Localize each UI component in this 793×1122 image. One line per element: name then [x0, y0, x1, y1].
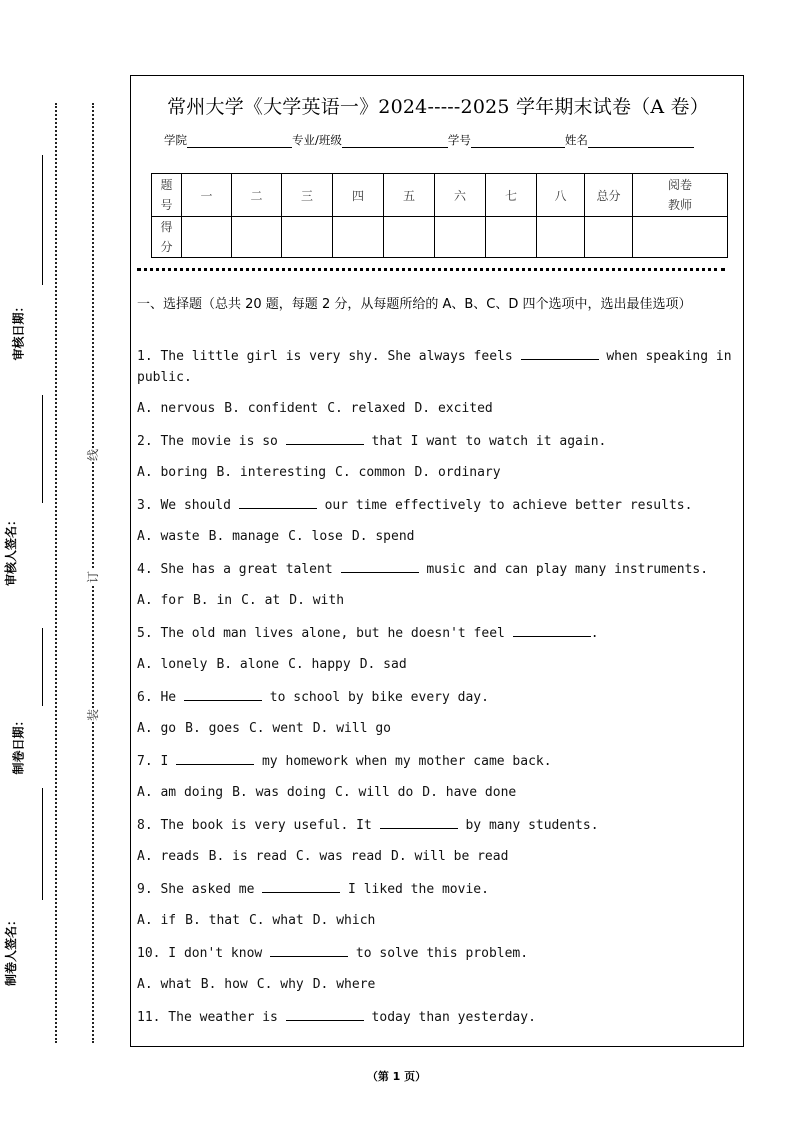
- stem-text-before: 11. The weather is: [137, 1010, 286, 1025]
- answer-blank: [286, 1009, 364, 1021]
- score-col-7: 七: [486, 174, 537, 217]
- question-item: [137, 559, 741, 611]
- option-b: B. manage: [208, 529, 280, 544]
- stem-text-after: our time effectively to achieve better results.: [316, 498, 693, 513]
- reviewer-date-line: [42, 155, 43, 285]
- stem-text-before: 9. She asked me: [137, 882, 263, 897]
- option-c: C. went: [248, 721, 304, 736]
- question-item: [137, 623, 741, 675]
- stem-text-before: 1. The little girl is very shy. She always feels: [137, 349, 521, 364]
- stem-text-after: when speaking in public.: [137, 349, 732, 385]
- option-a: A. am doing: [137, 785, 224, 800]
- score-col-2: 二: [232, 174, 282, 217]
- option-d: D. will go: [312, 721, 392, 736]
- option-c: C. relaxed: [327, 401, 406, 416]
- score-col-8: 八: [537, 174, 585, 217]
- score-table-header-row: [152, 174, 728, 217]
- option-a: A. for: [137, 593, 184, 608]
- option-b: B. alone: [216, 657, 280, 672]
- score-row-label: [152, 217, 182, 258]
- maker-sign-label: 制卷人签名：: [4, 913, 18, 986]
- grader-header-text: 阅卷 教师: [667, 178, 692, 212]
- stem-text-before: 4. She has a great talent: [137, 562, 341, 577]
- name-field[interactable]: [588, 135, 694, 148]
- question-stem: [137, 346, 741, 388]
- answer-blank: [270, 945, 348, 957]
- student-info-row: [164, 132, 694, 148]
- question-item: [137, 943, 741, 995]
- option-b: B. how: [200, 977, 248, 992]
- student-id-label: 学号: [447, 133, 471, 147]
- answer-blank: [380, 817, 458, 829]
- maker-date-label: 制卷日期：: [11, 714, 26, 775]
- stem-text-after: I liked the movie.: [340, 882, 489, 897]
- cut-mark-bind: 装: [86, 709, 100, 722]
- reviewer-sign-label: 审核人签名：: [4, 513, 18, 586]
- reviewer-date-label: 审核日期：: [11, 300, 26, 361]
- option-c: C. will do: [335, 785, 414, 800]
- score-col-6: 六: [435, 174, 486, 217]
- stem-text-before: 7. I: [137, 754, 177, 769]
- option-d: D. spend: [351, 529, 415, 544]
- cut-mark-staple: 订: [86, 571, 100, 584]
- question-stem: [137, 1007, 741, 1028]
- reviewer-sign-line: [42, 395, 43, 503]
- option-b: B. goes: [185, 721, 240, 736]
- question-number-header: [152, 174, 182, 217]
- page-number: （第 1 页）: [366, 1070, 427, 1083]
- stem-text-after: by many students.: [457, 818, 599, 833]
- stem-text-before: 10. I don't know: [137, 946, 271, 961]
- option-c: C. common: [335, 465, 406, 480]
- major-label: 专业/班级: [292, 133, 342, 147]
- question-stem: [137, 751, 741, 772]
- question-stem: [137, 879, 741, 900]
- option-c: C. happy: [288, 657, 351, 672]
- option-b: B. was doing: [232, 785, 327, 800]
- answer-blank: [262, 881, 340, 893]
- score-col-4: 四: [333, 174, 384, 217]
- name-label: 姓名: [564, 133, 588, 147]
- stem-text-after: today than yesterday.: [363, 1010, 536, 1025]
- answer-blank: [176, 753, 254, 765]
- stem-text-after: that I want to watch it again.: [363, 434, 607, 449]
- option-a: A. what: [137, 977, 192, 992]
- answer-blank: [239, 497, 317, 509]
- college-label: 学院: [164, 133, 187, 147]
- option-b: B. confident: [224, 401, 319, 416]
- option-b: B. interesting: [216, 465, 327, 480]
- section-heading: 一、选择题（总共 20 题，每题 2 分，从每题所给的 A、B、C、D 四个选项中，选出最佳选项）: [137, 297, 692, 312]
- stem-text-after: my homework when my mother came back.: [254, 754, 552, 769]
- option-d: D. ordinary: [414, 465, 501, 480]
- score-cell[interactable]: [537, 217, 585, 258]
- option-d: D. where: [312, 977, 376, 992]
- stem-text-before: 8. The book is very useful. It: [137, 818, 380, 833]
- options: [137, 463, 741, 483]
- question-stem: [137, 943, 741, 964]
- option-a: A. waste: [137, 529, 200, 544]
- options: [137, 591, 741, 611]
- option-d: D. with: [289, 593, 345, 608]
- question-item: [137, 879, 741, 931]
- options: [137, 719, 741, 739]
- option-d: D. sad: [359, 657, 407, 672]
- score-table: [151, 173, 728, 258]
- score-col-total: 总分: [585, 174, 633, 217]
- option-b: B. in: [192, 593, 233, 608]
- exam-frame: [130, 75, 744, 1047]
- option-d: D. have done: [422, 785, 517, 800]
- maker-date-line: [42, 628, 43, 706]
- stem-text-after: .: [590, 626, 599, 641]
- question-stem: [137, 495, 741, 516]
- score-row-label-text: 得 分: [160, 220, 173, 254]
- student-id-field[interactable]: [471, 135, 565, 148]
- option-c: C. lose: [288, 529, 343, 544]
- cut-mark-line: 线: [86, 449, 100, 462]
- answer-blank: [513, 625, 591, 637]
- question-item: [137, 815, 741, 867]
- question-item: [137, 346, 741, 419]
- score-col-1: 一: [182, 174, 232, 217]
- option-d: D. which: [312, 913, 376, 928]
- option-a: A. reads: [137, 849, 200, 864]
- score-cell[interactable]: [333, 217, 384, 258]
- score-cell[interactable]: [232, 217, 282, 258]
- question-number-header-text: 题 号: [160, 178, 173, 212]
- option-a: A. boring: [137, 465, 208, 480]
- college-field[interactable]: [187, 135, 292, 148]
- option-d: D. will be read: [391, 849, 509, 864]
- question-stem: [137, 431, 741, 452]
- score-table-score-row: [152, 217, 728, 258]
- score-cell[interactable]: [384, 217, 435, 258]
- maker-sign-line: [42, 788, 43, 900]
- options: [137, 527, 741, 547]
- answer-blank: [341, 561, 419, 573]
- question-stem: [137, 687, 741, 708]
- score-cell-total[interactable]: [585, 217, 633, 258]
- answer-blank: [286, 433, 364, 445]
- question-list: [137, 346, 741, 1028]
- stem-text-before: 5. The old man lives alone, but he doesn't feel: [137, 626, 513, 641]
- question-stem: [137, 559, 741, 580]
- option-c: C. was read: [295, 849, 382, 864]
- dotted-separator: [137, 268, 725, 271]
- answer-blank: [184, 689, 262, 701]
- option-a: A. lonely: [137, 657, 208, 672]
- option-c: C. at: [241, 593, 281, 608]
- major-field[interactable]: [342, 135, 448, 148]
- question-item: [137, 751, 741, 803]
- stem-text-before: 3. We should: [137, 498, 239, 513]
- options: [137, 975, 741, 995]
- option-c: C. why: [256, 977, 304, 992]
- question-item: [137, 687, 741, 739]
- options: [137, 399, 741, 419]
- exam-title: 常州大学《大学英语一》2024-----2025 学年期末试卷（A 卷）: [167, 96, 709, 118]
- option-a: A. go: [137, 721, 177, 736]
- option-a: A. nervous: [137, 401, 216, 416]
- question-item: [137, 495, 741, 547]
- options: [137, 655, 741, 675]
- stem-text-after: to solve this problem.: [348, 946, 529, 961]
- stem-text-before: 6. He: [137, 690, 184, 705]
- question-stem: [137, 815, 741, 836]
- score-col-3: 三: [282, 174, 333, 217]
- options: [137, 847, 741, 867]
- score-cell[interactable]: [435, 217, 486, 258]
- answer-blank: [521, 348, 599, 360]
- score-cell-grader[interactable]: [633, 217, 728, 258]
- option-d: D. excited: [414, 401, 493, 416]
- stem-text-after: music and can play many instruments.: [418, 562, 709, 577]
- score-cell[interactable]: [282, 217, 333, 258]
- option-b: B. is read: [208, 849, 287, 864]
- grader-header: [633, 174, 728, 217]
- option-a: A. if: [137, 913, 177, 928]
- stem-text-after: to school by bike every day.: [261, 690, 489, 705]
- question-item: [137, 1007, 741, 1028]
- option-b: B. that: [185, 913, 240, 928]
- option-c: C. what: [248, 913, 304, 928]
- score-cell[interactable]: [182, 217, 232, 258]
- score-cell[interactable]: [486, 217, 537, 258]
- options: [137, 911, 741, 931]
- score-col-5: 五: [384, 174, 435, 217]
- question-stem: [137, 623, 741, 644]
- stem-text-before: 2. The movie is so: [137, 434, 286, 449]
- options: [137, 783, 741, 803]
- question-item: [137, 431, 741, 483]
